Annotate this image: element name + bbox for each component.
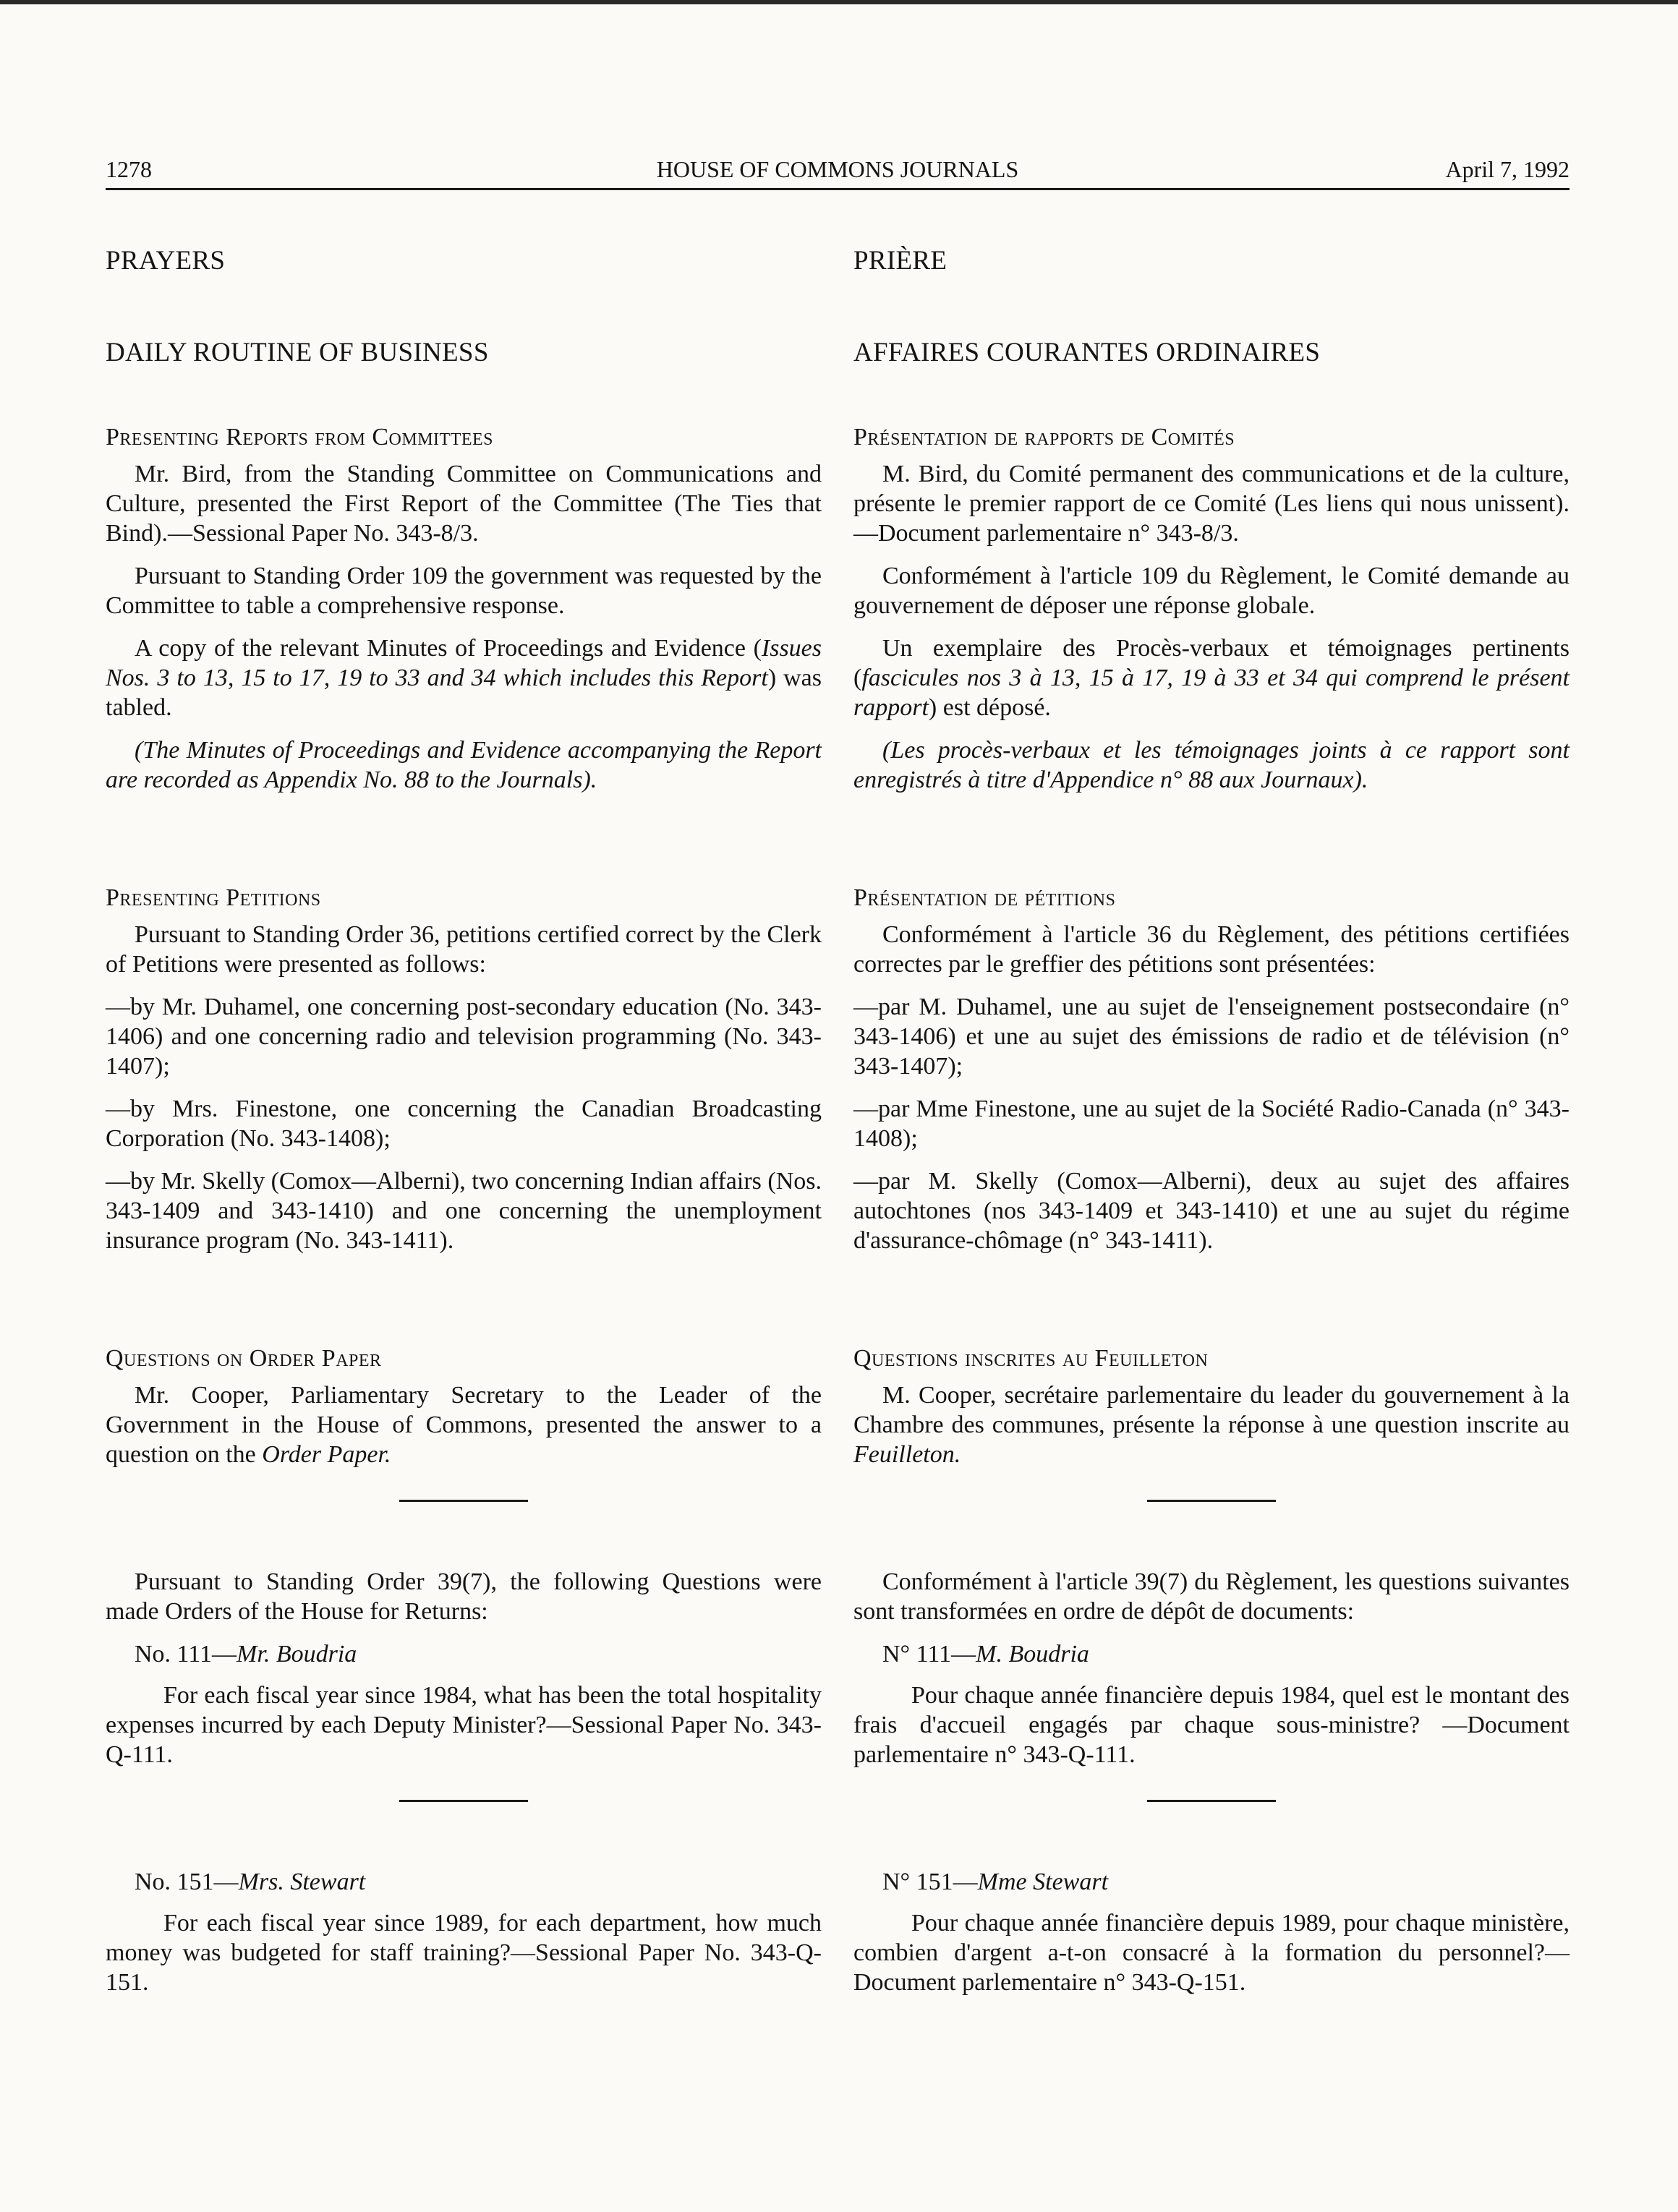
questions-paragraph: Mr. Cooper, Parliamentary Secretary to the Leader of the Government in the House of Commons, presented the answer to a question on the Order Paper. — [106, 1382, 822, 1468]
french-column — [853, 246, 1570, 2010]
question-151-label-fr: N° 151—Mme Stewart — [882, 1869, 1109, 1895]
reports-paragraph: (The Minutes of Proceedings and Evidence accompanying the Report are recorded as Appendix No. 88 to the Journals). — [106, 737, 822, 793]
page-top-border — [0, 0, 1678, 4]
journal-title: HOUSE OF COMMONS JOURNALS — [656, 156, 1019, 182]
reports-paragraph-fr: (Les procès-verbaux et les témoignages joints à ce rapport sont enregistrés à titre d'Appendice n° 88 aux Journaux). — [853, 737, 1570, 793]
petition-item: —by Mrs. Finestone, one concerning the Canadian Broadcasting Corporation (No. 343-1408); — [106, 1096, 822, 1152]
petition-item-fr: —par M. Skelly (Comox—Alberni), deux au sujet des affaires autochtones (nos 343-1409 et 343-1410) et une au sujet du régime d'assurance-chômage (n° 343-1411). — [853, 1168, 1570, 1254]
petition-item-fr: —par M. Duhamel, une au sujet de l'enseignement postsecondaire (n° 343-1406) et une au sujet des émissions de radio et de télévision (n° 343-1407); — [853, 994, 1570, 1080]
question-111-label-fr: N° 111—M. Boudria — [882, 1641, 1089, 1667]
reports-paragraph: A copy of the relevant Minutes of Proceedings and Evidence (Issues Nos. 3 to 13, 15 to 17, 19 to 33 and 34 which includes this Report) was tabled. — [106, 635, 822, 721]
question-151-text-fr: Pour chaque année financière depuis 1989, pour chaque ministère, combien d'argent a-t-on consacré à la formation du personnel?—Document parlementaire n° 343-Q-151. — [853, 1910, 1570, 1996]
standing-order-paragraph-fr: Conformément à l'article 39(7) du Règlement, les questions suivantes sont transformées en ordre de dépôt de documents: — [853, 1568, 1570, 1625]
question-111-text-fr: Pour chaque année financière depuis 1984, quel est le montant des frais d'accueil engagés par chaque sous-ministre? —Document parlementaire n° 343-Q-111. — [853, 1682, 1570, 1768]
question-151-text: For each fiscal year since 1989, for each department, how much money was budgeted for staff training?—Sessional Paper No. 343-Q-151. — [106, 1910, 822, 1996]
standing-order-paragraph: Pursuant to Standing Order 39(7), the following Questions were made Orders of the House for Returns: — [106, 1568, 822, 1625]
petitions-paragraph: Pursuant to Standing Order 36, petitions certified correct by the Clerk of Petitions were presented as follows: — [106, 921, 822, 978]
reports-heading: Presenting Reports from Committees — [106, 424, 494, 450]
reports-paragraph-fr: Un exemplaire des Procès-verbaux et témoignages pertinents (fascicules nos 3 à 13, 15 à 17, 19 à 33 et 34 qui comprend le présent rapport) est déposé. — [853, 635, 1570, 721]
reports-paragraph: Mr. Bird, from the Standing Committee on Communications and Culture, presented the First Report of the Committee (The Ties that Bind).—Sessional Paper No. 343-8/3. — [106, 461, 822, 547]
english-column — [106, 246, 822, 2010]
priere-heading: PRIÈRE — [853, 246, 947, 276]
questions-heading: Questions on Order Paper — [106, 1345, 382, 1372]
petitions-heading-fr: Présentation de pétitions — [853, 884, 1116, 911]
questions-paragraph-fr: M. Cooper, secrétaire parlementaire du leader du gouvernement à la Chambre des communes, présente la réponse à une question inscrite au Feuilleton. — [853, 1382, 1570, 1468]
section-divider — [1147, 1500, 1276, 1502]
journal-date: April 7, 1992 — [1445, 156, 1570, 182]
question-111-label: No. 111—Mr. Boudria — [135, 1641, 357, 1667]
daily-routine-heading: DAILY ROUTINE OF BUSINESS — [106, 338, 489, 367]
section-divider — [399, 1500, 528, 1502]
reports-paragraph: Pursuant to Standing Order 109 the government was requested by the Committee to table a comprehensive response. — [106, 563, 822, 619]
reports-paragraph-fr: Conformément à l'article 109 du Règlement, le Comité demande au gouvernement de déposer une réponse globale. — [853, 563, 1570, 619]
page-number: 1278 — [106, 156, 152, 182]
petitions-paragraph-fr: Conformément à l'article 36 du Règlement, des pétitions certifiées correctes par le greffier des pétitions sont présentées: — [853, 921, 1570, 978]
running-header — [106, 156, 1570, 190]
petitions-heading: Presenting Petitions — [106, 884, 321, 911]
affaires-heading: AFFAIRES COURANTES ORDINAIRES — [853, 338, 1321, 367]
reports-paragraph-fr: M. Bird, du Comité permanent des communications et de la culture, présente le premier rapport de ce Comité (Les liens qui nous unissent).—Document parlementaire n° 343-8/3. — [853, 461, 1570, 547]
question-151-label: No. 151—Mrs. Stewart — [135, 1869, 366, 1895]
questions-heading-fr: Questions inscrites au Feuilleton — [853, 1345, 1209, 1372]
section-divider — [1147, 1800, 1276, 1802]
prayers-heading: PRAYERS — [106, 246, 226, 276]
petition-item: —by Mr. Duhamel, one concerning post-secondary education (No. 343-1406) and one concerning radio and television programming (No. 343-1407); — [106, 994, 822, 1080]
question-111-text: For each fiscal year since 1984, what has been the total hospitality expenses incurred by each Deputy Minister?—Sessional Paper No. 343-Q-111. — [106, 1682, 822, 1768]
reports-heading-fr: Présentation de rapports de Comités — [853, 424, 1235, 450]
section-divider — [399, 1800, 528, 1802]
petition-item-fr: —par Mme Finestone, une au sujet de la Société Radio-Canada (n° 343-1408); — [853, 1096, 1570, 1152]
petition-item: —by Mr. Skelly (Comox—Alberni), two concerning Indian affairs (Nos. 343-1409 and 343-1410) and one concerning the unemployment insurance program (No. 343-1411). — [106, 1168, 822, 1254]
